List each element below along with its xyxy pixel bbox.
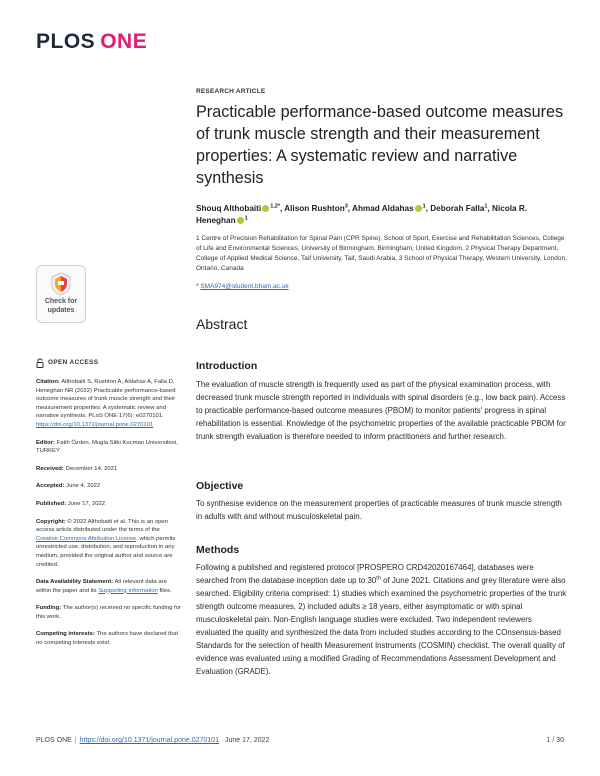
check-label-line1: Check for (44, 298, 78, 305)
published-block (36, 500, 181, 509)
author-sup: 1 (422, 203, 426, 210)
accepted-text: June 4, 2022 (64, 483, 101, 490)
footer-journal: PLOS ONE (36, 737, 72, 744)
funding-text: The author(s) received no specific funding for this work. (36, 605, 181, 620)
author-name[interactable]: Alison Rushton (284, 204, 345, 213)
logo-one: ONE (100, 30, 148, 53)
author-sup: 3 (344, 203, 348, 210)
logo-plos: PLOS (36, 30, 96, 53)
objective-text: To synthesise evidence on the measurement properties of practicable measures of trunk muscle strength in adults with and without musculoskeletal pain. (196, 499, 562, 521)
methods-text-part1: Following a published and registered protocol [PROSPERO CRD42020167464], databases were searched from the database inception date up to 30 (196, 563, 534, 585)
data-availability-block (36, 578, 181, 595)
funding-label: Funding: (36, 605, 62, 612)
open-lock-icon (36, 358, 44, 368)
editor-label: Editor: (36, 439, 55, 446)
check-label-line2: updates (47, 307, 75, 314)
introduction-heading: Introduction (196, 360, 258, 372)
abstract-heading: Abstract (196, 316, 248, 332)
objective-heading: Objective (196, 480, 244, 492)
author-list: Shouq Althobaiti $^{1,2*}$, Alison Rushton$^3$, Ahmad Aldahas $^1$, Deborah Falla$^1$, Nicola R. Heneghan $^1$ (196, 203, 528, 225)
copyright-block (36, 518, 181, 570)
page-number: 1 / 30 (546, 737, 564, 744)
orcid-icon[interactable] (415, 205, 422, 212)
funding-block (36, 604, 181, 621)
email-link[interactable]: SMA974@student.bham.ac.uk (200, 283, 289, 290)
article-title: Practicable performance-based outcome measures of trunk muscle strength and their measurement properties: A systematic review and narrative synthesis (196, 103, 564, 187)
orcid-icon[interactable] (237, 217, 244, 224)
introduction-text: The evaluation of muscle strength is frequently used as part of the physical examination process, with decreased trunk muscle strength reported in individuals with spinal disorders (e.g., low back pain). Access to practicable performance-based outcome measures (PBOM) to monitor patients' progress in spinal rehabilitation is essential. Knowledge of the psychometric properties of the available practicable PBOM for trunk strength evaluation is therefore needed to inform practitioners and further research. (196, 380, 566, 441)
received-block (36, 465, 181, 474)
received-label: Received: (36, 465, 64, 472)
check-for-updates-badge[interactable] (36, 265, 86, 323)
data-availability-label: Data Availability Statement: (36, 579, 114, 586)
editor-text: Fatih Özden, Mugla Sitki Kocman Universitesi, TURKEY (36, 439, 178, 455)
orcid-icon[interactable] (262, 205, 269, 212)
footer-separator: | (74, 737, 77, 744)
citation-text: Althobaiti S, Rushton A, Aldahas A, Falla D, Heneghan NR (2022) Practicable performance-based outcome measures of trunk muscle strength and their measurement properties: A systematic review and narrative synthesis. PLoS ONE 17(6): e0270101. (36, 379, 176, 420)
author-name[interactable]: Nicola R. Heneghan (196, 204, 528, 225)
article-type: RESEARCH ARTICLE (196, 88, 266, 95)
accepted-label: Accepted: (36, 483, 65, 490)
accepted-block (36, 482, 181, 491)
methods-heading: Methods (196, 544, 240, 556)
citation-label: Citation: (36, 379, 60, 385)
author-name[interactable]: Shouq Althobaiti (196, 204, 262, 213)
license-link[interactable]: Creative Commons Attribution License (36, 535, 137, 542)
crossmark-icon (48, 271, 74, 297)
published-text: June 17, 2022 (66, 500, 106, 507)
competing-interests-label: Competing interests: (36, 631, 95, 638)
supporting-info-link[interactable]: Supporting Information (98, 587, 158, 594)
methods-text (196, 561, 568, 678)
journal-logo[interactable] (36, 30, 147, 54)
data-availability-end: files. (157, 587, 172, 594)
author-name[interactable]: Deborah Falla (430, 204, 485, 213)
affiliations: 1 Centre of Precision Rehabilitation for Spinal Pain (CPR Spine), School of Sport, Exercise and Rehabilitation Sciences, College of Life and Environmental Sciences, University of Birmingham, Birmingham, United Kingdom, 2 Physical Therapy Department, College of Applied Medical Science, Taif University, Taif, Saudi Arabia, 3 School of Physical Therapy, Western University, London, Ontario, Canada (196, 235, 567, 272)
data-availability-text: All relevant data are within the paper and its (36, 579, 167, 594)
competing-interests-text: The authors have declared that no competing interests exist. (36, 631, 178, 647)
author-sup: 1,2* (270, 203, 280, 210)
footer-doi-link[interactable]: https://doi.org/10.1371/journal.pone.0270101 (79, 737, 219, 744)
copyright-text: © 2022 Althobaiti et al. This is an open access article distributed under the terms of the (36, 518, 168, 534)
open-access-label: OPEN ACCESS (48, 358, 99, 366)
corresponding-email: * SMA974@student.bham.ac.uk (196, 283, 289, 290)
citation-block (36, 378, 181, 430)
copyright-label: Copyright: (36, 518, 66, 525)
received-text: December 14, 2021 (63, 465, 118, 472)
author-name[interactable]: Ahmad Aldahas (352, 204, 414, 213)
article-sidebar (36, 358, 181, 657)
footer-date: June 17, 2022 (224, 737, 270, 744)
author-sup: 1 (244, 215, 248, 222)
published-label: Published: (36, 500, 67, 507)
methods-sup: th (376, 575, 381, 582)
citation-doi-link[interactable]: https://doi.org/10.1371/journal.pone.0270101 (36, 421, 154, 428)
page-footer (36, 737, 564, 744)
competing-interests-block (36, 630, 181, 647)
editor-block (36, 439, 181, 456)
methods-text-part2: of June 2021. Citations and grey literature were also searched. Eligibility criteria comprised: 1) studies which examined the psychometric properties of the trunk strength outcome measures, 2) included adults ≥ 18 years, either asymptomatic or with spinal musculoskeletal pain. Non-English language studies were excluded. Two independent reviewers evaluated the quality and synthesized the data from included studies according to the COnsensus-based Standards for the selection of health Measurement Instruments (COSMIN) checklist. The overall quality of evidence was evaluated using a modified Grading of Recommendations Assessment Development and Evaluation (GRADE). (196, 576, 567, 676)
open-access-badge (36, 358, 181, 368)
copyright-text-end: , which permits unrestricted use, distribution, and reproduction in any medium, provided the original author and source are credited. (36, 535, 176, 568)
author-sup: 1 (484, 203, 488, 210)
